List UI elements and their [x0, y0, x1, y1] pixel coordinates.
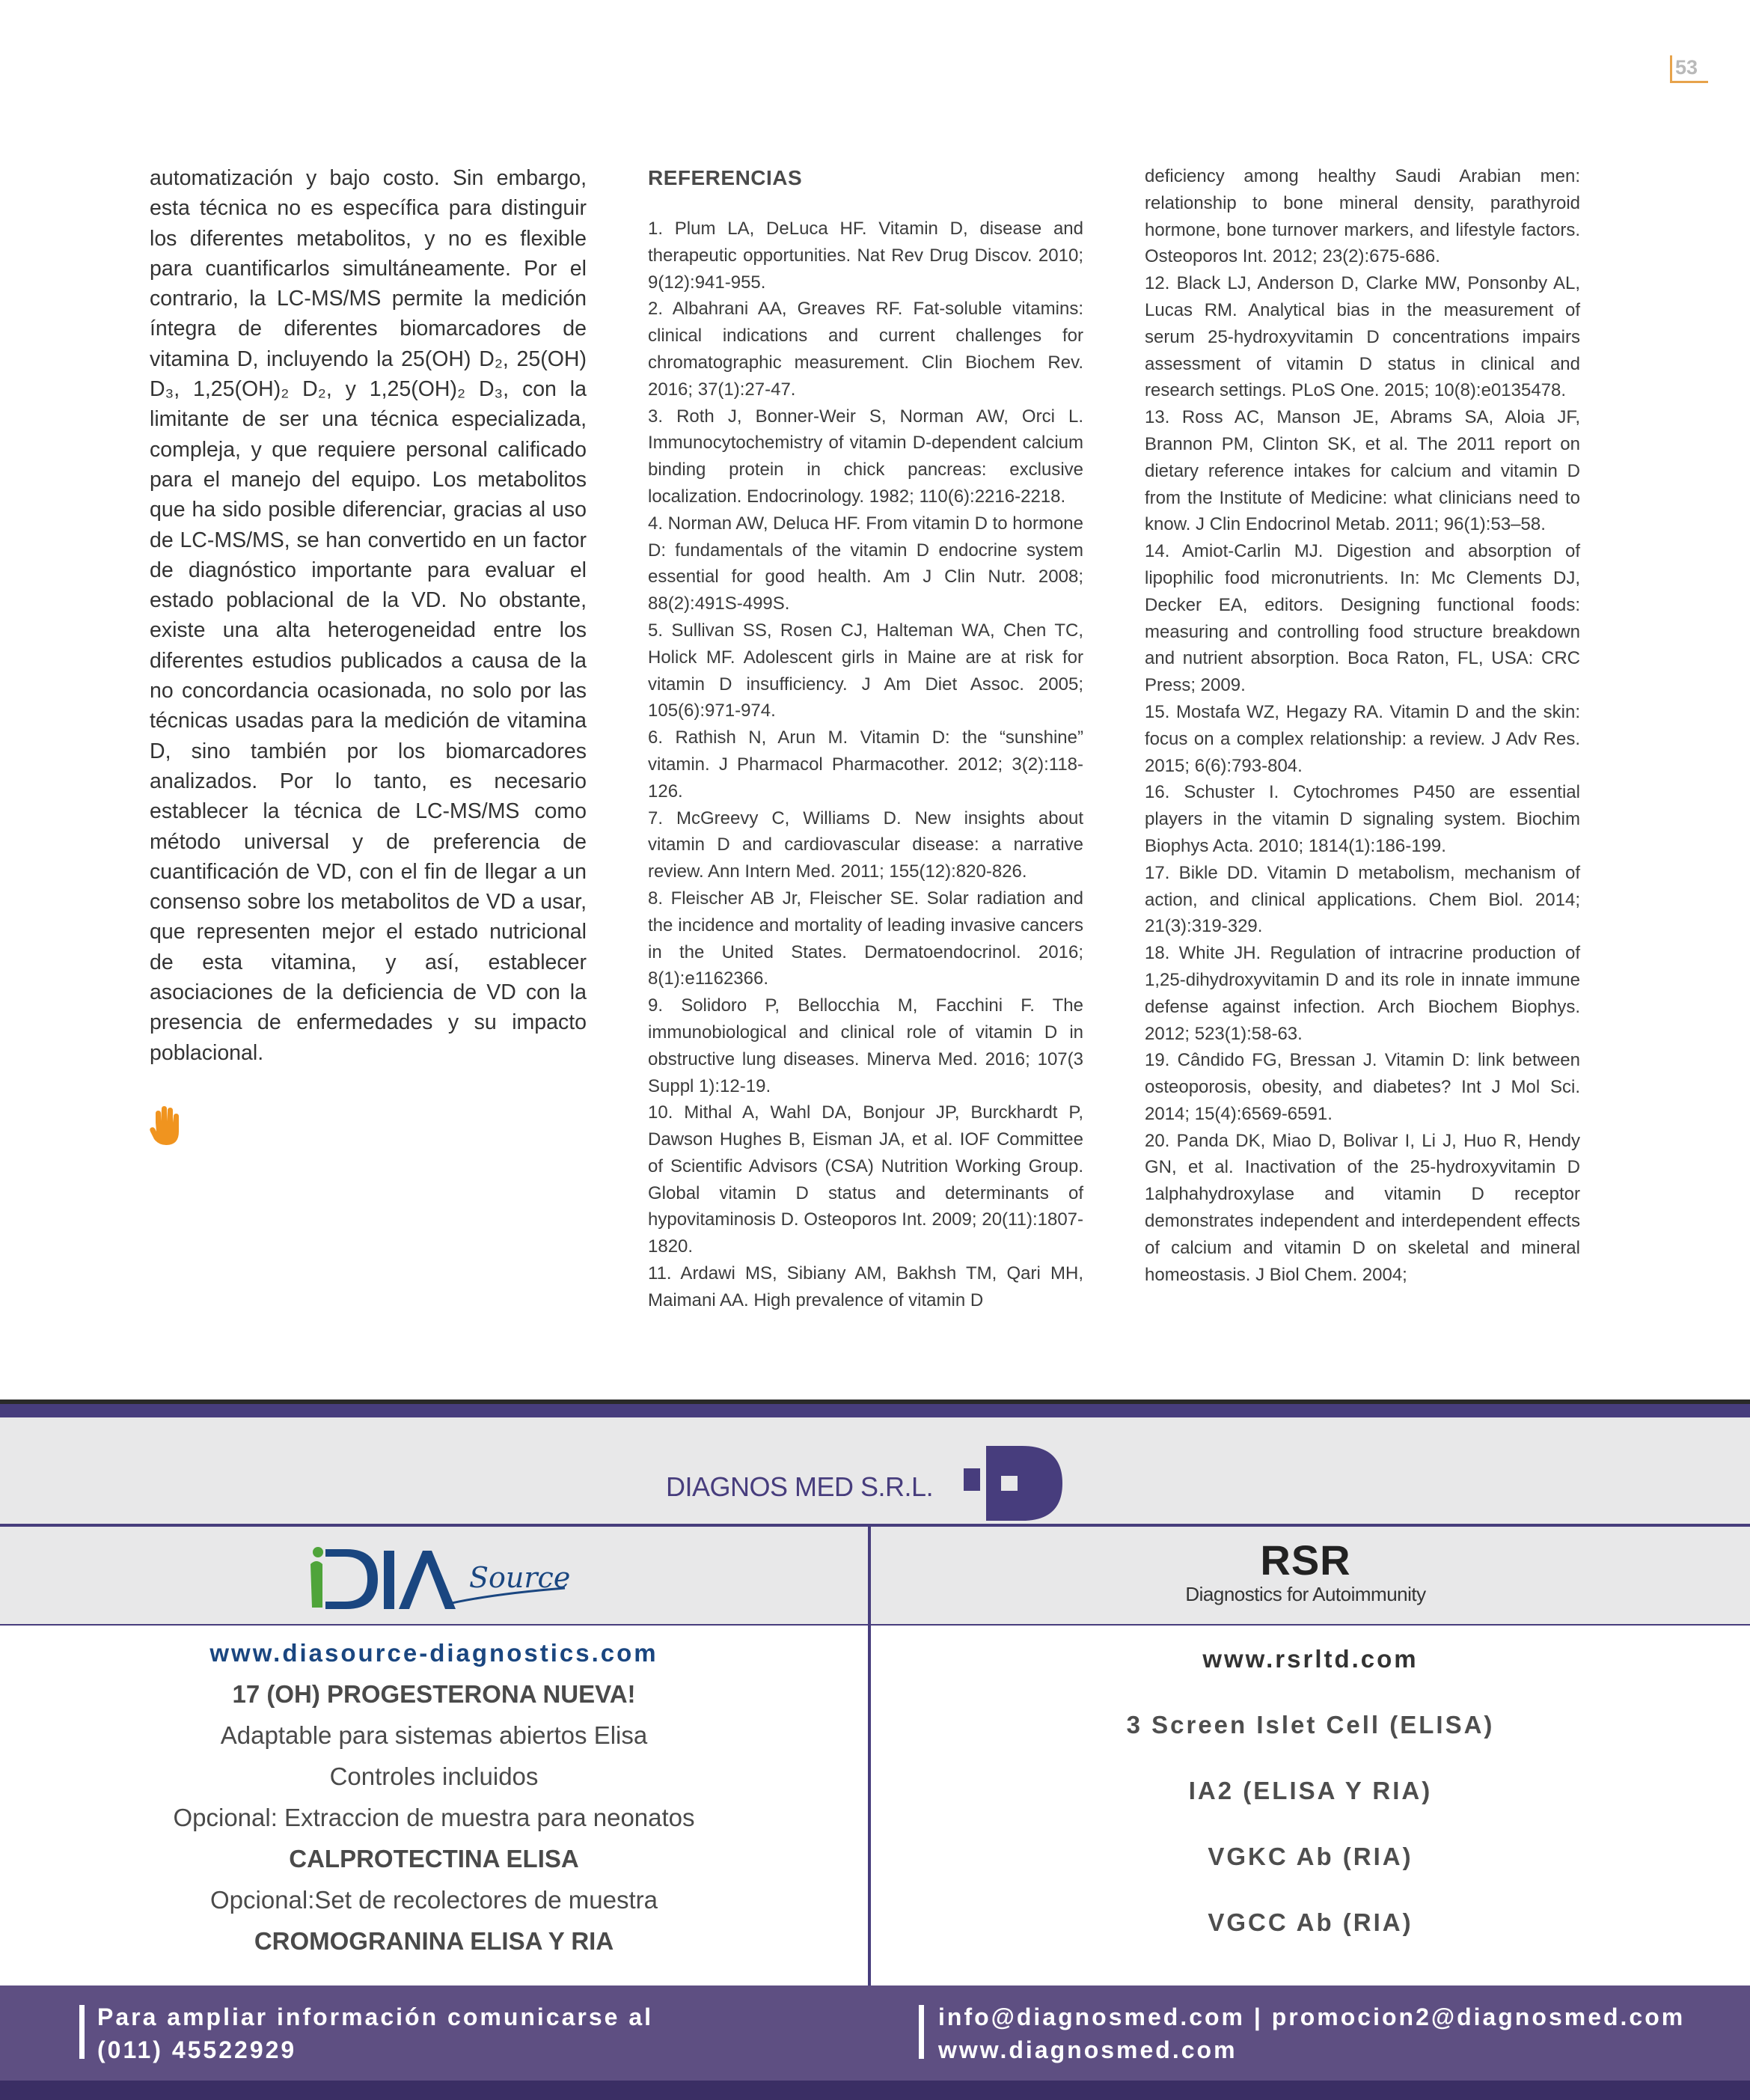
body-paragraph: automatización y bajo costo. Sin embargo, esta técnica no es específica para distinguir los diferentes metabolitos, y no es flexible para cuantificarlos simultáneamente. Por el contrario, la LC-MS/MS permite la medición íntegra de diferentes biomarcadores de vitamina D, incluyendo la 25(OH) D₂, 25(OH) D₃, 1,25(OH)₂ D₂, y 1,25(OH)₂ D₃, con la limitante de ser una técnica especializada, compleja, y que requiere personal calificado para el manejo del equipo. Los metabolitos que ha sido posible diferenciar, gracias al uso de LC-MS/MS, se han convertido en un factor de diagnóstico importante para evaluar el estado poblacional de la VD. No obstante, existe una alta heterogeneidad entre los diferentes estudios publicados a causa de la no concordancia ocasionada, no solo por las técnicas usadas para la medición de vitamina D, sino también por los biomarcadores analizados. Por lo tanto, es necesario establecer la técnica de LC-MS/MS como método universal y de preferencia de cuantificación de VD, con el fin de llegar a un consenso sobre los metabolitos de VD a usar, que representen mejor el estado nutricional de esta vitamina, y así, establecer asociaciones de la deficiencia de VD con la presencia de enfermedades y su impacto poblacional. [150, 166, 587, 1065]
footer-contact-line: Para ampliar información comunicarse al [97, 2003, 654, 2030]
rsr-products-panel [871, 1626, 1750, 1985]
footer-emails[interactable]: info@diagnosmed.com | promocion2@diagnosmed.com [938, 2003, 1686, 2030]
diagnosmed-logo-icon [964, 1444, 1068, 1527]
references-column-left [648, 163, 1083, 1314]
reference-item: 2. Albahrani AA, Greaves RF. Fat-soluble vitamins: clinical indications and current challenges for chromatographic measurement. Clin Biochem Rev. 2016; 37(1):27-47. [648, 299, 1083, 400]
reference-item: 6. Rathish N, Arun M. Vitamin D: the “sunshine” vitamin. J Pharmacol Pharmacother. 2012; 3(2):118-126. [648, 727, 1083, 802]
body-text-column [150, 163, 587, 1068]
reference-item: 5. Sullivan SS, Rosen CJ, Halteman WA, Chen TC, Holick MF. Adolescent girls in Maine are at risk for vitamin D insufficiency. J Am Diet Assoc. 2005; 105(6):971-974. [648, 620, 1083, 721]
reference-item: 19. Cândido FG, Bressan J. Vitamin D: link between osteoporosis, obesity, and diabetes? Int J Mol Sci. 2014; 15(4):6569-6591. [1145, 1050, 1580, 1124]
product-line: CALPROTECTINA ELISA [289, 1845, 579, 1872]
diasource-logo [303, 1542, 572, 1620]
diasource-logo-script: Source [469, 1561, 571, 1594]
brand-name: DIAGNOS MED S.R.L. [666, 1471, 934, 1502]
product-line: IA2 (ELISA Y RIA) [1188, 1777, 1433, 1804]
product-line: Opcional:Set de recolectores de muestra [210, 1886, 658, 1914]
reference-item: 16. Schuster I. Cytochromes P450 are essential players in the vitamin D signaling system. Biochim Biophys Acta. 2010; 1814(1):186-199. [1145, 782, 1580, 856]
reference-item: 18. White JH. Regulation of intracrine production of 1,25-dihydroxyvitamin D and its role in innate immune defense against infection. Arch Biochem Biophys. 2012; 523(1):58-63. [1145, 943, 1580, 1044]
advertisement [0, 1400, 1750, 2100]
reference-item: 13. Ross AC, Manson JE, Abrams SA, Aloia JF, Brannon PM, Clinton SK, et al. The 2011 report on dietary reference intakes for calcium and vitamin D from the Institute of Medicine: what clinicians need to know. J Clin Endocrinol Metab. 2011; 96(1):53–58. [1145, 407, 1580, 535]
reference-item: 9. Solidoro P, Bellocchia M, Facchini F. The immunobiological and clinical role of vitamin D in obstructive lung diseases. Minerva Med. 2016; 107(3 Suppl 1):12-19. [648, 995, 1083, 1096]
page-number: 53 [1670, 55, 1708, 83]
rsr-logo-subtitle: Diagnostics for Autoimmunity [1185, 1583, 1426, 1605]
product-line: 3 Screen Islet Cell (ELISA) [1126, 1711, 1495, 1739]
footer-phone[interactable]: (011) 45522929 [97, 2036, 297, 2063]
reference-item: 11. Ardawi MS, Sibiany AM, Bakhsh TM, Qari MH, Maimani AA. High prevalence of vitamin D [648, 1263, 1083, 1310]
ad-divider [0, 1524, 1750, 1527]
rsr-logo-title: RSR [1260, 1536, 1351, 1584]
references-column-right [1145, 163, 1580, 1288]
reference-item: 1. Plum LA, DeLuca HF. Vitamin D, disease and therapeutic opportunities. Nat Rev Drug Discov. 2010; 9(12):941-955. [648, 219, 1083, 293]
reference-item: 8. Fleischer AB Jr, Fleischer SE. Solar radiation and the incidence and mortality of leading invasive cancers in the United States. Dermatoendocrinol. 2016; 8(1):e1162366. [648, 888, 1083, 989]
reference-item: 7. McGreevy C, Williams D. New insights about vitamin D and cardiovascular disease: a narrative review. Ann Intern Med. 2011; 155(12):820-826. [648, 808, 1083, 882]
reference-item: 4. Norman AW, Deluca HF. From vitamin D to hormone D: fundamentals of the vitamin D endocrine system essential for good health. Am J Clin Nutr. 2008; 88(2):491S-499S. [648, 513, 1083, 614]
reference-item: 15. Mostafa WZ, Hegazy RA. Vitamin D and the skin: focus on a complex relationship: a review. J Adv Res. 2015; 6(6):793-804. [1145, 701, 1580, 776]
product-line: Controles incluidos [329, 1762, 539, 1790]
diasource-url-link[interactable]: www.diasource-diagnostics.com [209, 1639, 658, 1667]
reference-item: 12. Black LJ, Anderson D, Clarke MW, Ponsonby AL, Lucas RM. Analytical bias in the measurement of serum 25-hydroxyvitamin D concentrations impairs assessment of vitamin D status in clinical and research settings. PLoS One. 2015; 10(8):e0135478. [1145, 273, 1580, 401]
hand-icon [150, 1106, 180, 1145]
product-line: Opcional: Extraccion de muestra para neonatos [173, 1804, 695, 1831]
references-heading: REFERENCIAS [648, 166, 803, 189]
reference-item: 3. Roth J, Bonner-Weir S, Norman AW, Orci L. Immunocytochemistry of vitamin D-dependent calcium binding protein in chick pancreas: exclusive localization. Endocrinology. 1982; 110(6):2216-2218. [648, 406, 1083, 507]
diasource-products-panel [0, 1626, 868, 1985]
product-line: Adaptable para sistemas abiertos Elisa [220, 1721, 648, 1749]
reference-item: 17. Bikle DD. Vitamin D metabolism, mechanism of action, and clinical applications. Chem Biol. 2014; 21(3):319-329. [1145, 862, 1580, 937]
rsr-logo [1182, 1538, 1429, 1605]
product-line: CROMOGRANINA ELISA Y RIA [254, 1927, 614, 1955]
footer-bottom-band [0, 2081, 1750, 2100]
footer-website-link[interactable]: www.diagnosmed.com [938, 2036, 1237, 2063]
footer-accent-bar [919, 2005, 924, 2059]
rsr-url-link[interactable]: www.rsrltd.com [1202, 1645, 1419, 1673]
reference-item: deficiency among healthy Saudi Arabian men: relationship to bone mineral density, parathyroid hormone, bone turnover markers, and lifestyle factors. Osteoporos Int. 2012; 23(2):675-686. [1145, 166, 1580, 267]
product-line: VGCC Ab (RIA) [1208, 1908, 1413, 1936]
product-line: VGKC Ab (RIA) [1208, 1843, 1413, 1870]
product-line: 17 (OH) PROGESTERONA NUEVA! [232, 1680, 636, 1708]
ad-top-band [0, 1404, 1750, 1417]
reference-item: 14. Amiot-Carlin MJ. Digestion and absorption of lipophilic food micronutrients. In: Mc Clements DJ, Decker EA, editors. Designing functional foods: measuring and controlling food structure breakdown and nutrient absorption. Boca Raton, FL, USA: CRC Press; 2009. [1145, 541, 1580, 696]
reference-item: 10. Mithal A, Wahl DA, Bonjour JP, Burckhardt P, Dawson Hughes B, Eisman JA, et al. IOF Committee of Scientific Advisors (CSA) Nutrition Working Group. Global vitamin D status and determinants of hypovitaminosis D. Osteoporos Int. 2009; 20(11):1807-1820. [648, 1102, 1083, 1257]
reference-item: 20. Panda DK, Miao D, Bolivar I, Li J, Huo R, Hendy GN, et al. Inactivation of the 25-hydroxyvitamin D 1alphahydroxylase and vitamin D receptor demonstrates independent and interdependent effects of calcium and vitamin D on skeletal and mineral homeostasis. J Biol Chem. 2004; [1145, 1130, 1580, 1285]
footer-contact-text [97, 2000, 653, 2066]
ad-footer [0, 1985, 1750, 2100]
footer-accent-bar [79, 2005, 85, 2059]
footer-email-block [938, 2000, 1685, 2066]
